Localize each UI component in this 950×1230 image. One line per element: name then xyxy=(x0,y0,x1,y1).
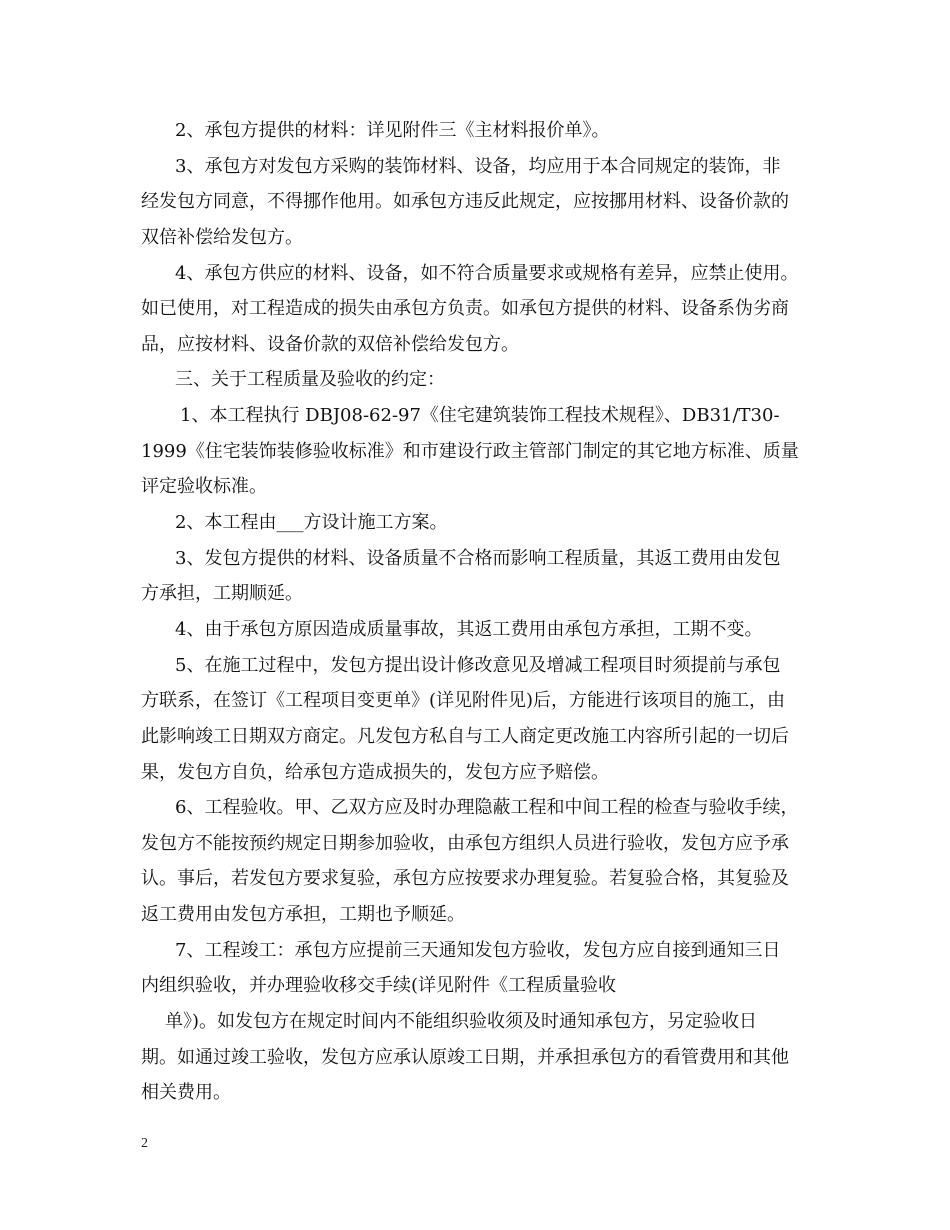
text-line: 认。事后，若发包方要求复验，承包方应按要求办理复验。若复验合格，其复验及 xyxy=(141,868,789,889)
section-heading: 三、关于工程质量及验收的约定： xyxy=(175,369,445,390)
page-number: 2 xyxy=(141,1136,148,1151)
text-line: 1999《住宅装饰装修验收标准》和市建设行政主管部门制定的其它地方标准、质量 xyxy=(141,441,799,462)
text-line: 发包方不能按预约规定日期参加验收，由承包方组织人员进行验收，发包方应予承 xyxy=(141,833,789,854)
text-line: 评定验收标准。 xyxy=(141,476,267,497)
text-line: 2、承包方提供的材料：详见附件三《主材料报价单》。 xyxy=(175,120,610,141)
text-line: 方联系，在签订《工程项目变更单》(详见附件见)后，方能进行该项目的施工，由 xyxy=(141,690,786,711)
text-line: 7、工程竣工：承包方应提前三天通知发包方验收，发包方应自接到通知三日 xyxy=(175,940,781,961)
text-line: 单》)。如发包方在规定时间内不能组织验收须及时通知承包方，另定验收日 xyxy=(165,1011,758,1032)
text-line: 方承担，工期顺延。 xyxy=(141,583,303,604)
text-line: 4、由于承包方原因造成质量事故，其返工费用由承包方承担，工期不变。 xyxy=(175,619,763,640)
text-line: 4、承包方供应的材料、设备，如不符合质量要求或规格有差异，应禁止使用。 xyxy=(175,263,799,284)
text-line: 期。如通过竣工验收，发包方应承认原竣工日期，并承担承包方的看管费用和其他 xyxy=(141,1047,789,1068)
text-line: 6、工程验收。甲、乙双方应及时办理隐蔽工程和中间工程的检查与验收手续， xyxy=(175,797,799,818)
text-line: 3、承包方对发包方采购的装饰材料、设备，均应用于本合同规定的装饰，非 xyxy=(175,156,781,177)
text-line: 经发包方同意，不得挪作他用。如承包方违反此规定，应按挪用材料、设备价款的 xyxy=(141,191,789,212)
text-line: 5、在施工过程中，发包方提出设计修改意见及增减工程项目时须提前与承包 xyxy=(175,655,781,676)
text-line: 相关费用。 xyxy=(141,1082,231,1103)
text-line: 返工费用由发包方承担，工期也予顺延。 xyxy=(141,904,465,925)
text-line: 3、发包方提供的材料、设备质量不合格而影响工程质量，其返工费用由发包 xyxy=(175,548,781,569)
text-line: 此影响竣工日期双方商定。凡发包方私自与工人商定更改施工内容所引起的一切后 xyxy=(141,726,789,747)
text-line: 内组织验收，并办理验收移交手续(详见附件《工程质量验收 xyxy=(141,975,617,996)
text-line: 2、本工程由___方设计施工方案。 xyxy=(175,512,448,533)
text-line: 果，发包方自负，给承包方造成损失的，发包方应予赔偿。 xyxy=(141,762,609,783)
text-line: 1、本工程执行 DBJ08-62-97《住宅建筑装饰工程技术规程》、DB31/T30- xyxy=(180,405,780,426)
text-line: 如已使用，对工程造成的损失由承包方负责。如承包方提供的材料、设备系伪劣商 xyxy=(141,298,789,319)
text-line: 品，应按材料、设备价款的双倍补偿给发包方。 xyxy=(141,334,519,355)
text-line: 双倍补偿给发包方。 xyxy=(141,227,303,248)
